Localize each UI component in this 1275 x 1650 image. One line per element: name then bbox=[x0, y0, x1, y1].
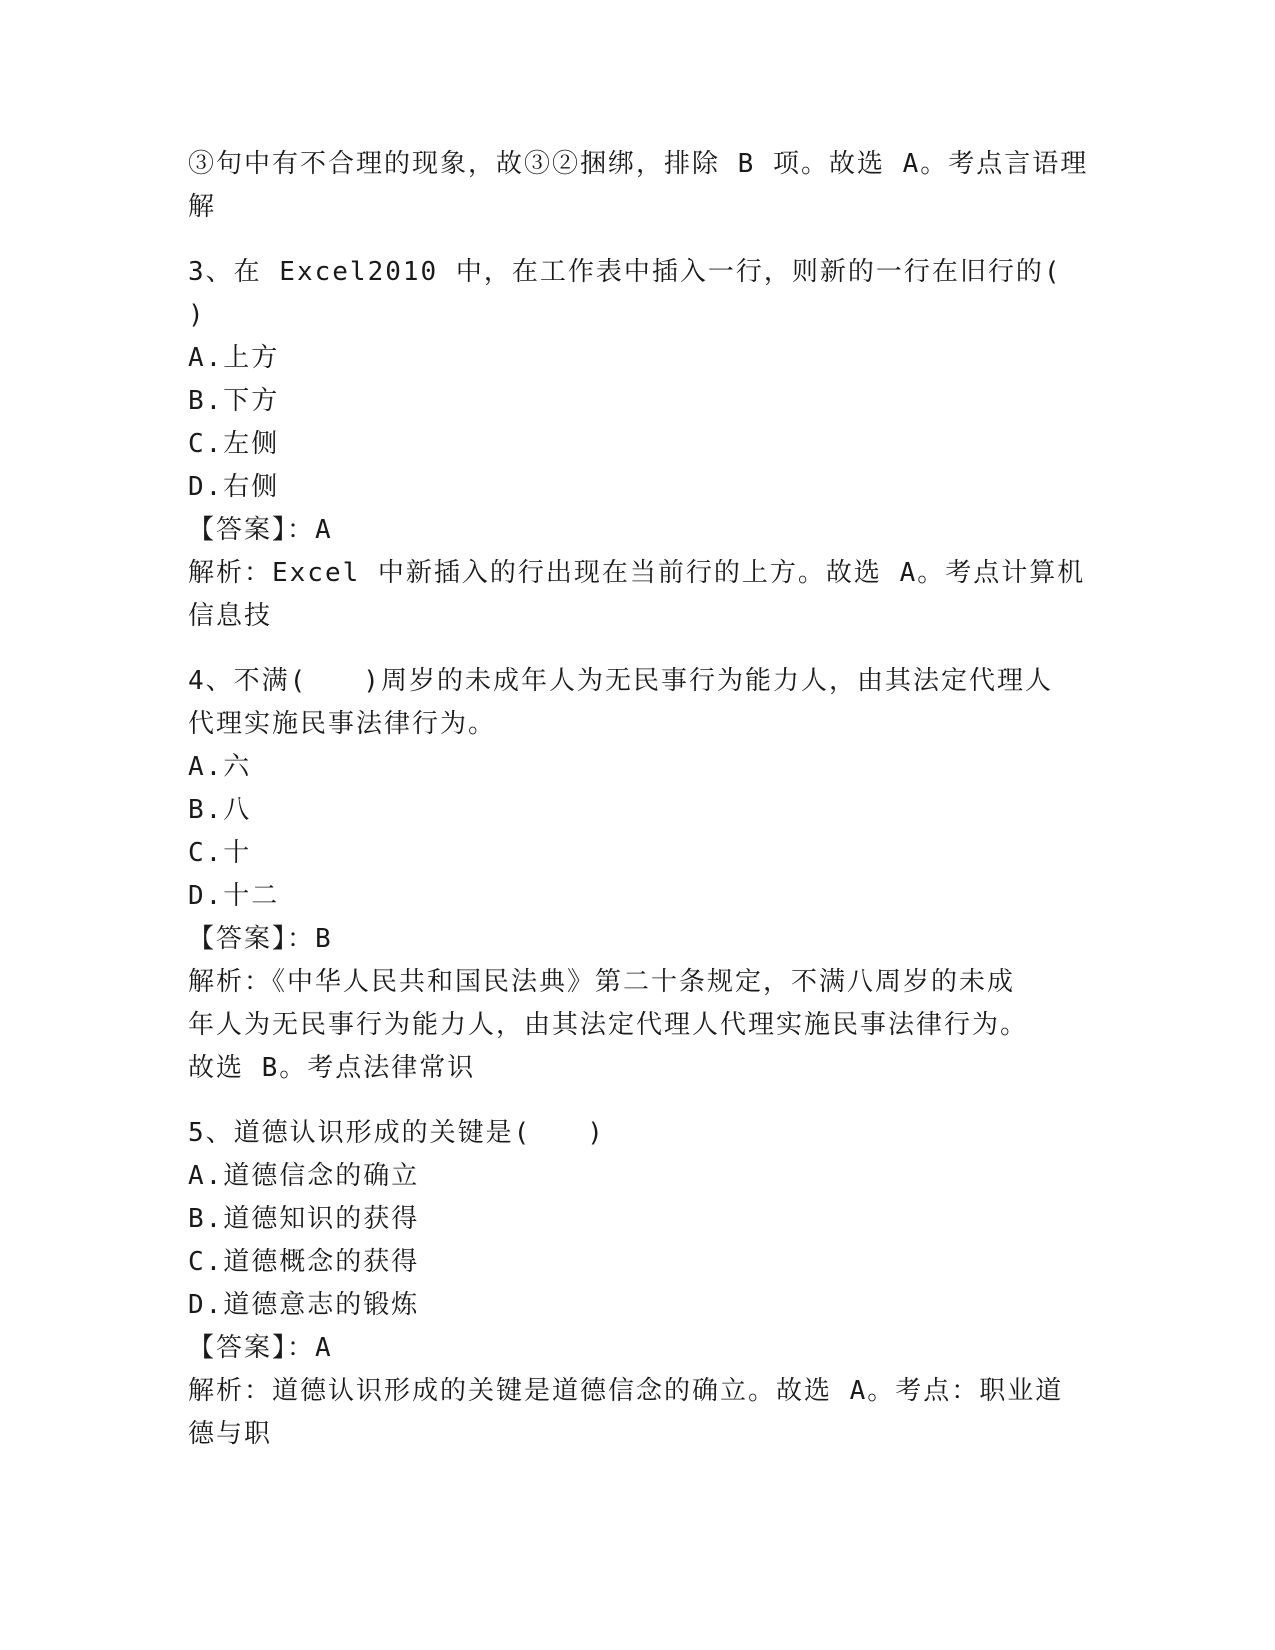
analysis-line: 故选 B。考点法律常识 bbox=[188, 1053, 476, 1083]
analysis-line: 解析：道德认识形成的关键是道德信念的确立。故选 A。考点：职业道 bbox=[188, 1376, 1064, 1406]
option-d: D.道德意志的锻炼 bbox=[188, 1290, 420, 1320]
answer-line: 【答案】：A bbox=[188, 1333, 333, 1363]
analysis-line: 年人为无民事行为能力人，由其法定代理人代理实施民事法律行为。 bbox=[188, 1010, 1029, 1040]
answer-line: 【答案】：A bbox=[188, 515, 333, 545]
option-c: C.左侧 bbox=[188, 429, 280, 459]
option-d: D.右侧 bbox=[188, 472, 280, 502]
option-c: C.十 bbox=[188, 838, 252, 868]
text-line: 解 bbox=[188, 192, 217, 222]
question-stem: 代理实施民事法律行为。 bbox=[188, 709, 497, 739]
analysis-line: 解析：Excel 中新插入的行出现在当前行的上方。故选 A。考点计算机 bbox=[188, 558, 1086, 588]
option-b: B.下方 bbox=[188, 386, 280, 416]
question-stem: ) bbox=[188, 300, 206, 330]
answer-line: 【答案】：B bbox=[188, 924, 333, 954]
question-block-5 bbox=[188, 1112, 1088, 1456]
analysis-line: 信息技 bbox=[188, 601, 273, 631]
question-stem: 3、在 Excel2010 中，在工作表中插入一行，则新的一行在旧行的( bbox=[188, 257, 1062, 287]
option-a: A.六 bbox=[188, 752, 252, 782]
previous-analysis-continuation bbox=[188, 143, 1088, 229]
question-block-4 bbox=[188, 660, 1088, 1090]
text-line: ③句中有不合理的现象，故③②捆绑，排除 B 项。故选 A。考点言语理 bbox=[188, 149, 1089, 179]
question-stem: 5、道德认识形成的关键是( ) bbox=[188, 1118, 605, 1148]
option-a: A.上方 bbox=[188, 343, 280, 373]
option-c: C.道德概念的获得 bbox=[188, 1247, 420, 1277]
analysis-line: 解析：《中华人民共和国民法典》第二十条规定，不满八周岁的未成 bbox=[188, 967, 1016, 997]
option-a: A.道德信念的确立 bbox=[188, 1161, 420, 1191]
option-b: B.八 bbox=[188, 795, 252, 825]
analysis-line: 德与职 bbox=[188, 1419, 273, 1449]
option-b: B.道德知识的获得 bbox=[188, 1204, 420, 1234]
question-block-3 bbox=[188, 251, 1088, 638]
option-d: D.十二 bbox=[188, 881, 280, 911]
question-stem: 4、不满( )周岁的未成年人为无民事行为能力人，由其法定代理人 bbox=[188, 666, 1053, 696]
document-page bbox=[188, 143, 1088, 1456]
